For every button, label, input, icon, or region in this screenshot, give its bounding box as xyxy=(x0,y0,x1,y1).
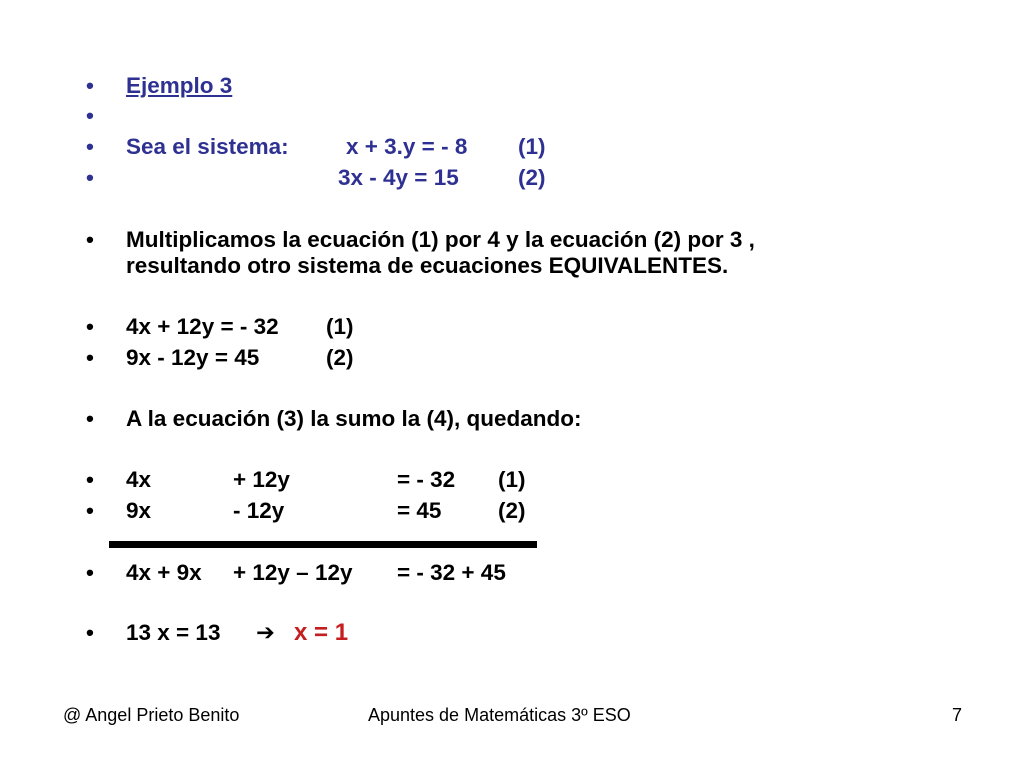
aligned-col-rhs: = - 32 xyxy=(397,467,456,492)
multiply-line-cont xyxy=(0,251,1024,281)
sum-intro: A la ecuación (3) la sumo la (4), quedando: xyxy=(126,406,582,431)
sum-intro-line xyxy=(0,404,1024,434)
bullet: • xyxy=(86,134,94,159)
system-equation-2: 3x - 4y = 15 xyxy=(338,165,459,190)
aligned-col-number: (1) xyxy=(498,467,526,492)
equivalent-equation-1: 4x + 12y = - 32 xyxy=(126,314,279,339)
bullet: • xyxy=(86,103,94,128)
empty-line xyxy=(0,101,1024,131)
bullet: • xyxy=(86,406,94,431)
arrow-icon: ➔ xyxy=(256,620,275,645)
bullet: • xyxy=(86,227,94,252)
bullet: • xyxy=(86,620,94,645)
aligned-col-y: + 12y xyxy=(233,467,290,492)
system-equation-1: x + 3.y = - 8 xyxy=(346,134,468,159)
equivalent-equation-1-number: (1) xyxy=(326,314,354,339)
aligned-col-x: 4x xyxy=(126,467,152,492)
system-intro: Sea el sistema: xyxy=(126,134,289,159)
multiply-text-1: Multiplicamos la ecuación (1) por 4 y la ecuación (2) por 3 , xyxy=(126,227,755,252)
sum-col-y: + 12y – 12y xyxy=(233,560,353,585)
bullet: • xyxy=(86,498,94,523)
equivalent-line-1 xyxy=(0,312,1024,342)
system-line-1 xyxy=(0,132,1024,162)
bullet: • xyxy=(86,73,94,98)
result-answer: x = 1 xyxy=(294,619,349,646)
aligned-row xyxy=(0,496,1024,526)
bullet: • xyxy=(86,467,94,492)
aligned-row xyxy=(0,465,1024,495)
sum-col-rhs: = - 32 + 45 xyxy=(397,560,506,585)
result-line xyxy=(0,618,1024,648)
slide-title: Ejemplo 3 xyxy=(126,73,233,98)
bullet: • xyxy=(86,345,94,370)
bullet: • xyxy=(86,165,94,190)
aligned-col-y: - 12y xyxy=(233,498,285,523)
footer-page-number: 7 xyxy=(952,705,963,725)
sum-row xyxy=(0,558,1024,588)
footer-author: @ Angel Prieto Benito xyxy=(63,705,240,725)
equivalent-line-2 xyxy=(0,343,1024,373)
system-equation-2-number: (2) xyxy=(518,165,546,190)
bullet: • xyxy=(86,314,94,339)
sum-divider-bar xyxy=(109,541,537,548)
multiply-text-2: resultando otro sistema de ecuaciones EQUIVALENTES. xyxy=(126,253,729,278)
aligned-col-number: (2) xyxy=(498,498,526,523)
footer-course: Apuntes de Matemáticas 3º ESO xyxy=(368,705,631,725)
aligned-col-x: 9x xyxy=(126,498,152,523)
title-line xyxy=(0,71,1024,101)
aligned-col-rhs: = 45 xyxy=(397,498,442,523)
sum-col-x: 4x + 9x xyxy=(126,560,202,585)
result-equation: 13 x = 13 xyxy=(126,620,221,645)
bullet: • xyxy=(86,560,94,585)
system-equation-1-number: (1) xyxy=(518,134,546,159)
equivalent-equation-2-number: (2) xyxy=(326,345,354,370)
system-line-2 xyxy=(0,163,1024,193)
equivalent-equation-2: 9x - 12y = 45 xyxy=(126,345,260,370)
